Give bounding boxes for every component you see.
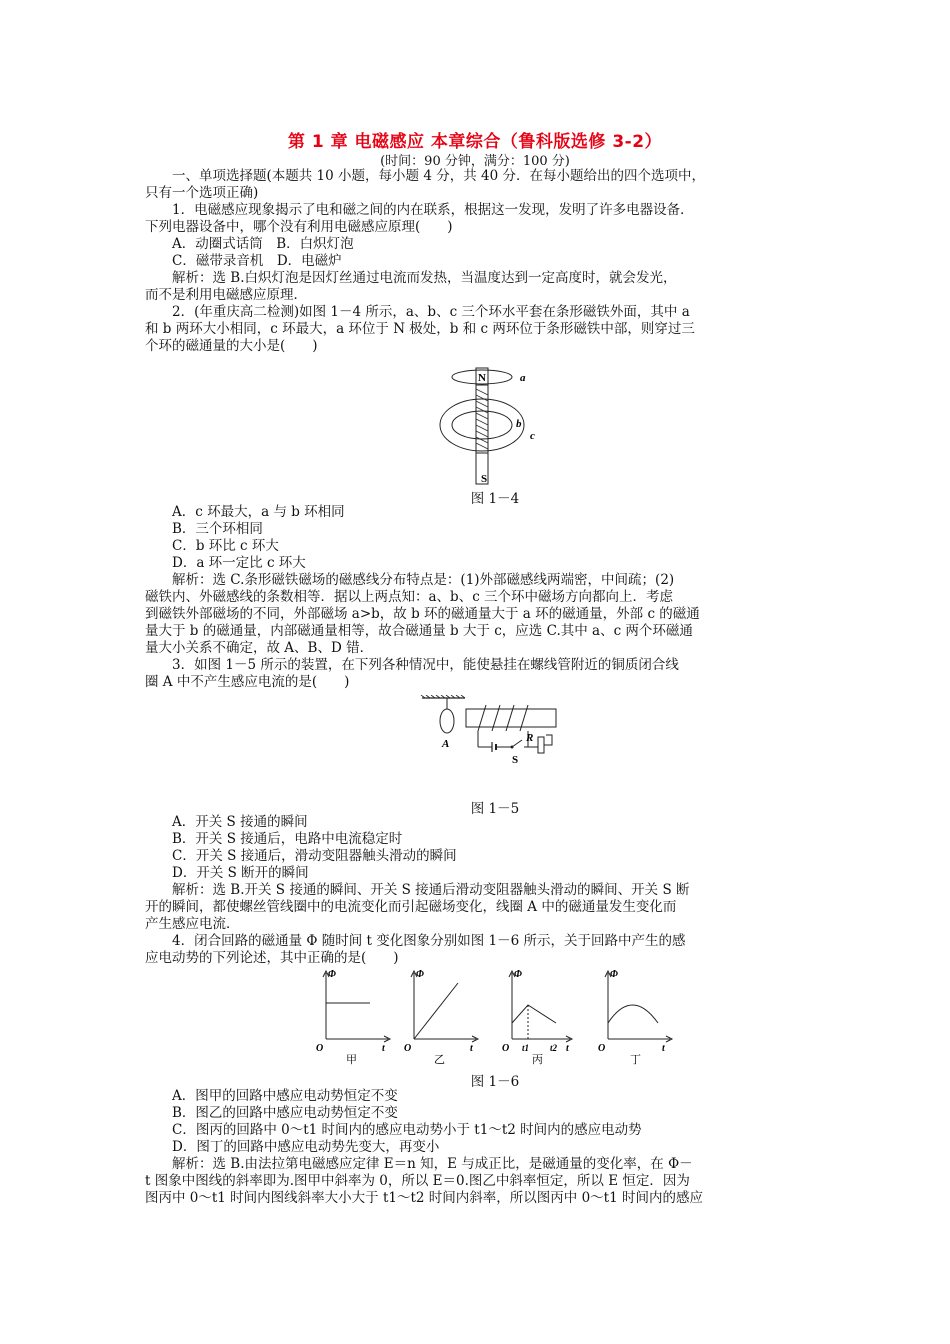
figure-caption: 图 1－4 [470,491,520,507]
text-line: A．图甲的回路中感应电动势恒定不变 [172,1088,398,1104]
origin-label: O [502,1043,510,1054]
text-line: 产生感应电流． [145,916,240,932]
text-line: t 图象中图线的斜率即为.图甲中斜率为 0，所以 E＝0.图乙中斜率恒定，所以 E 恒定．因为 [145,1173,690,1189]
t-label: t [566,1043,569,1054]
text-line: 磁铁内、外磁感线的条数相等．据以上两点知：a、b、c 三个环中磁场方向都向上．考虑 [145,589,674,605]
text-line: A．c 环最大，a 与 b 环相同 [172,504,345,520]
text-line: C．开关 S 接通后，滑动变阻器触头滑动的瞬间 [172,848,457,864]
text-line: 1．电磁感应现象揭示了电和磁之间的内在联系，根据这一发现，发明了许多电器设备． [172,202,694,218]
figure-1-4-magnet-rings [428,365,548,487]
rheostat [538,737,544,753]
origin-label: O [598,1043,606,1054]
t-label: t [382,1043,385,1054]
label-a: a [520,372,526,384]
text-line: 解析：选 B.白炽灯泡是因灯丝通过电流而发热，当温度达到一定高度时，就会发光， [172,270,677,286]
graph-name: 丁 [630,1054,641,1065]
text-line: C．磁带录音机 D．电磁炉 [172,253,342,269]
graph-ding [598,969,672,1065]
text-line: 和 b 两环大小相同，c 环最大，a 环位于 N 极处，b 和 c 两环位于条形磁铁中部，则穿过三 [145,321,695,337]
text-line: B．开关 S 接通后，电路中电流稳定时 [172,831,403,847]
text-line: 只有一个选项正确) [145,185,259,201]
text-line: 到磁铁外部磁场的不同，外部磁场 a>b，故 b 环的磁通量大于 a 环的磁通量，外部 c 的磁通 [145,606,700,622]
text-line: C．图丙的回路中 0～t1 时间内的感应电动势小于 t1～t2 时间内的感应电动势 [172,1122,642,1138]
figure-caption: 图 1－6 [470,1074,520,1090]
t1-label: t1 [522,1043,530,1053]
page-title: 第 1 章 电磁感应 本章综合（鲁科版选修 3-2） [287,132,663,152]
text-line: 量大于 b 的磁通量，内部磁通量相等，故合磁通量 b 大于 c，应选 C.其中 a、c 两个环磁通 [145,623,693,639]
loop-a [440,709,454,733]
graph-name: 乙 [434,1054,445,1065]
page-subtitle: (时间：90 分钟，满分：100 分) [380,154,570,169]
switch [512,740,522,747]
text-line: B．图乙的回路中感应电动势恒定不变 [172,1105,398,1121]
phi-label: Φ [514,969,522,980]
graph-name: 甲 [346,1054,357,1065]
figure-1-6-flux-graphs [310,965,680,1065]
text-line: 下列电器设备中，哪个没有利用电磁感应原理( ) [145,219,453,235]
figure-caption: 图 1－5 [470,801,520,817]
graph-jia [316,969,390,1065]
label-s: S [481,473,488,485]
label-r: R [526,732,534,744]
text-line: 个环的磁通量的大小是( ) [145,338,318,354]
graph-yi [404,969,478,1065]
text-line: 解析：选 C.条形磁铁磁场的磁感线分布特点是：(1)外部磁感线两端密，中间疏；(2) [172,572,675,588]
text-line: C．b 环比 c 环大 [172,538,279,554]
text-line: A．动圈式话筒 B．白炽灯泡 [172,236,354,252]
text-line: D．a 环一定比 c 环大 [172,555,306,571]
figure-1-5-solenoid-circuit [420,695,560,795]
text-line: 应电动势的下列论述，其中正确的是( ) [145,950,399,966]
text-line: 4．闭合回路的磁通量 Φ 随时间 t 变化图象分别如图 1－6 所示，关于回路中产生的感 [172,933,686,949]
graph-bing [502,969,572,1065]
text-line: B．三个环相同 [172,521,263,537]
text-line: 开的瞬间，都使螺丝管线圈中的电流变化而引起磁场变化，线圈 A 中的磁通量发生变化而 [145,899,677,915]
origin-label: O [316,1043,324,1054]
text-line: D．图丁的回路中感应电动势先变大，再变小 [172,1139,440,1155]
text-line: 量大小关系不确定，故 A、B、D 错． [145,640,374,656]
label-b: b [516,418,522,430]
graph-name: 丙 [532,1054,543,1065]
solenoid [466,709,556,727]
text-line: 3．如图 1－5 所示的装置，在下列各种情况中，能使悬挂在螺线管附近的铜质闭合线 [172,657,679,673]
label-n: N [478,372,486,384]
text-line: A．开关 S 接通的瞬间 [172,814,308,830]
t-label: t [470,1043,473,1054]
text-line: 而不是利用电磁感应原理． [145,287,307,303]
phi-label: Φ [328,969,336,980]
text-line: 图丙中 0～t1 时间内图线斜率大小大于 t1～t2 时间内斜率，所以图丙中 0～t1 时间内的感应 [145,1190,703,1206]
origin-label: O [404,1043,412,1054]
t-label: t [662,1043,665,1054]
text-line: 圈 A 中不产生感应电流的是( ) [145,674,350,690]
text-line: 解析：选 B.开关 S 接通的瞬间、开关 S 接通后滑动变阻器触头滑动的瞬间、开关 S 断 [172,882,690,898]
label-a: A [442,738,450,750]
label-s: S [512,754,519,766]
phi-label: Φ [416,969,424,980]
t2-label: t2 [550,1043,558,1053]
text-line: 2．(年重庆高二检测)如图 1－4 所示，a、b、c 三个环水平套在条形磁铁外面，其中 a [172,304,690,320]
label-c: c [530,430,535,442]
text-line: 一、单项选择题(本题共 10 小题，每小题 4 分，共 40 分．在每小题给出的四个选项中， [172,168,705,184]
text-line: 解析：选 B.由法拉第电磁感应定律 E＝n 知，E 与成正比，是磁通量的变化率，在 Φ－ [172,1156,693,1172]
phi-label: Φ [610,969,618,980]
text-line: D．开关 S 断开的瞬间 [172,865,309,881]
